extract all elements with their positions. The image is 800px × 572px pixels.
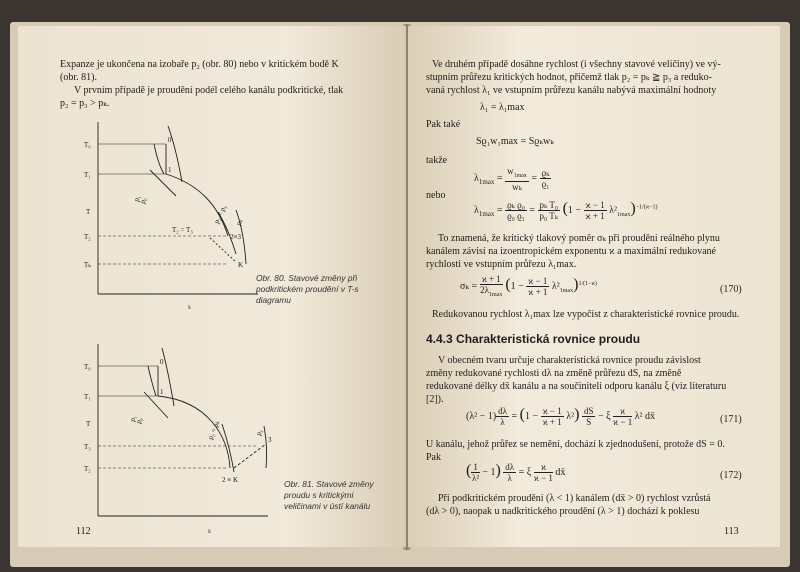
equation-172-number: (172): [720, 470, 742, 481]
fig81-s-axis-label: s: [208, 527, 211, 535]
text-pak-take: Pak také: [426, 119, 461, 130]
fig80-t1-label: T₁: [84, 171, 91, 179]
fig81-iso-p2: p₂ = pₖ: [206, 419, 222, 441]
fig81-point-3: 3: [268, 436, 272, 444]
equation-lambda-ratio: $\lambda_{1max}$ = $\frac{w_{1max}}{\text{wₖ}}$ = $\frac{\text{ϱₖ}}{\text{ϱ₁}}$: [474, 166, 550, 192]
right-p6-line-1: Při podkritickém proudění (λ < 1) kanálem (dx̄ > 0) rychlost vzrůstá: [438, 493, 711, 504]
right-p2-line-3: rychlosti ve vstupním průřezu λ₁max.: [426, 259, 577, 270]
right-p5-line-2: Pak: [426, 452, 441, 463]
fig81-iso-p0: p₀: [134, 416, 144, 425]
fig81-t1-label: T₁: [84, 393, 91, 401]
fig80-t0-label: T₀: [84, 141, 91, 149]
fig80-iso-p2: p₂ = p₃: [212, 203, 228, 225]
right-p1-line-3: vaná rychlost λ₁ ve vstupním průřezu kanálu nabývá maximální hodnoty: [426, 85, 717, 96]
fig81-t0-label: T₀: [84, 363, 91, 371]
equation-mass-flow: Sϱ₁w₁max = Sϱₖwₖ: [476, 136, 554, 147]
equation-lambda-full: $\lambda_{1max}$ = $\frac{\text{ϱₖ ϱ₀}}{\text{ϱ₀ ϱ₁}}$ = $\frac{\text{pₖ T₀}}{\text{p₀ Tₖ}}$ (1 − $\frac{ϰ - 1}{ϰ + 1}$ $\lambda^2_{1max})^{-1/(ϰ-1)}$: [474, 200, 658, 222]
right-p2-line-1: To znamená, že kritický tlakový poměr σₖ při proudění reálného plynu: [438, 233, 720, 244]
equation-171-number: (171): [720, 414, 742, 425]
equation-170: σₖ = $\frac{ϰ + 1}{2\lambda_{1max}}$ (1 − $\frac{ϰ - 1}{ϰ + 1}$ $\lambda^2_{1max})^{1/(1-ϰ)}$: [460, 274, 597, 298]
fig80-iso-p0: p₀: [138, 196, 148, 205]
fig80-point-0: 0: [168, 136, 172, 144]
fig80-iso-p1: p₁: [132, 194, 142, 203]
text-nebo: nebo: [426, 190, 446, 201]
figure-81-ts-diagram: [58, 336, 288, 536]
section-heading: 4.4.3 Charakteristická rovnice proudu: [426, 332, 641, 346]
fig80-iso-pk: pₖ: [234, 217, 245, 227]
fig81-iso-p3: p₃: [254, 428, 265, 437]
fig80-point-1: 1: [168, 166, 172, 174]
fig81-t3-label: T₃: [84, 443, 91, 451]
fig81-t2-label: T₂: [84, 465, 91, 473]
right-p1-line-2: stupním průřezu kritických hodnot, přičemž tlak p₂ = pₖ ≧ p₃ a redukо-: [426, 72, 712, 83]
fig80-tk-label: Tₖ: [84, 261, 91, 269]
fig80-point-2-3: 2≡3: [230, 233, 241, 241]
text-line-2: (obr. 81).: [60, 72, 97, 83]
right-p4-line-2: změny redukované rychlosti dλ na změně průřezu dS, na změně: [426, 368, 682, 379]
right-p4-line-4: [2]).: [426, 394, 444, 405]
text-line-3: V prvním případě je proudění podél celého kanálu podkritické, tlak: [74, 85, 344, 96]
page-number-left: 112: [76, 526, 91, 537]
fig81-t-axis-label: T: [86, 420, 91, 428]
right-p6-line-2: (dλ > 0), naopak u nadkritického proudění (λ > 1) dochází k poklesu: [426, 506, 700, 517]
text-line-4: p₂ = p₃ > pₖ.: [60, 98, 110, 109]
right-page: [408, 26, 780, 547]
figure-80-ts-diagram: [58, 114, 268, 314]
fig80-point-k: K: [238, 261, 244, 269]
figure-80-caption: Obr. 80. Stavové změny při podkritickém proudění v T-s diagramu: [256, 273, 359, 305]
equation-172: ( $\frac{1}{\text{λ²}}$ − 1) $\frac{d\lambda}{\lambda}$ = ξ $\frac{ϰ}{ϰ - 1}$ dx̄: [466, 462, 566, 484]
text-line-1: Expanze je ukončena na izobaře p₂ (obr. 80) nebo v kritickém bodě K: [60, 59, 339, 70]
figure-81-caption: Obr. 81. Stavové změny proudu s kritickými veličinami v ústí kanálu: [284, 479, 374, 511]
fig80-t2-label: T₂: [84, 233, 91, 241]
fig81-point-2-k: 2 ≡ K: [222, 476, 239, 484]
right-p2-line-2: kanálem závisí na izoentropickém exponentu ϰ a maximální redukované: [426, 246, 716, 257]
equation-170-number: (170): [720, 284, 742, 295]
right-p3: Redukovanou rychlost λ₁max lze vypočíst z charakteristické rovnice proudu.: [432, 309, 740, 320]
right-p4-line-3: redukované délky dx̄ kanálu a na součiniteli odporu kanálu ξ (viz literaturu: [426, 381, 727, 392]
fig80-t-axis-label: T: [86, 208, 91, 216]
left-page: [18, 26, 406, 547]
right-p5-line-1: U kanálu, jehož průřez se nemění, dochází k zjednodušení, protože dS = 0.: [426, 439, 725, 450]
right-p4-line-1: V obecném tvaru určuje charakteristická rovnice proudu závislost: [438, 355, 701, 366]
text-takze: takže: [426, 155, 448, 166]
page-number-right: 113: [724, 526, 739, 537]
fig81-iso-p1: p₁: [128, 414, 138, 423]
right-p1-line-1: Ve druhém případě dosáhne rychlost (i všechny stavové veličiny) ve vý-: [432, 59, 721, 70]
equation-lambda-max: λ₁ = λ₁max: [480, 102, 525, 113]
equation-171: (λ² − 1) $\frac{d\lambda}{\lambda}$ = (1 − $\frac{ϰ - 1}{ϰ + 1}$ λ²) $\frac{dS}{S}$ − ξ $\frac{ϰ}{ϰ - 1}$ λ² dx̄: [466, 406, 656, 428]
fig80-s-axis-label: s: [188, 303, 191, 311]
fig81-point-0: 0: [160, 358, 164, 366]
fig81-point-1: 1: [160, 388, 164, 396]
fig80-t2-eq-t3: T₂ = T₃: [172, 226, 193, 234]
